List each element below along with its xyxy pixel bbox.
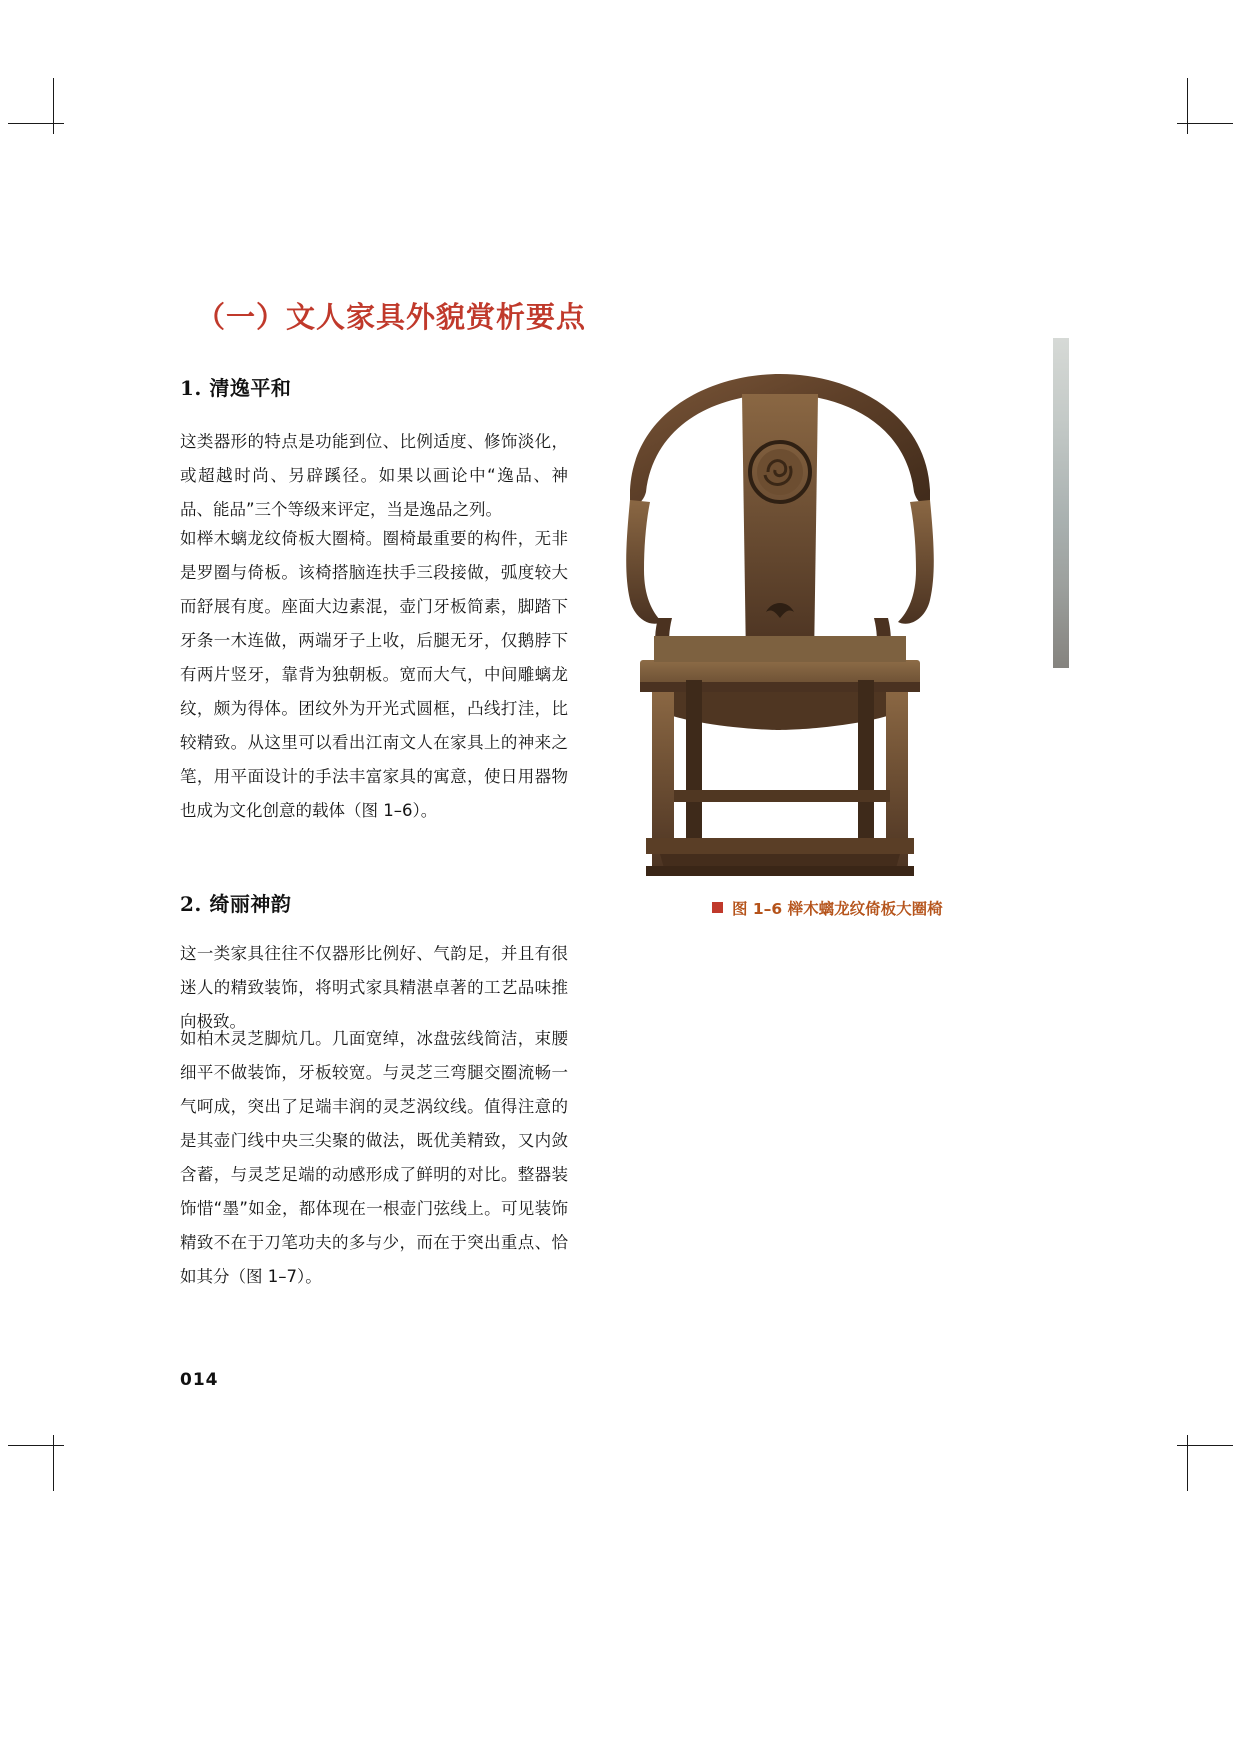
chair-footrest (646, 838, 914, 854)
caption-marker-icon (712, 902, 723, 913)
section-2-paragraph-2: 如柏木灵芝脚炕几。几面宽绰，冰盘弦线简洁，束腰细平不做装饰，牙板较宽。与灵芝三弯腿交圈流畅一气呵成，突出了足端丰润的灵芝涡纹线。值得注意的是其壶门线中央三尖聚的做法，既优美精致，又内敛含蓄，与灵芝足端的动感形成了鲜明的对比。整器装饰惜“墨”如金，都体现在一根壶门弦线上。可见装饰精致不在于刀笔功夫的多与少，而在于突出重点、恰如其分（图 1–7）。 (180, 1029, 568, 1286)
section-1-paragraph-2: 如榉木螭龙纹倚板大圈椅。圈椅最重要的构件，无非是罗圈与倚板。该椅搭脑连扶手三段接做，弧度较大而舒展有度。座面大边素混，壶门牙板简素，脚踏下牙条一木连做，两端牙子上收，后腿无牙，仅鹅脖下有两片竖牙，靠背为独朝板。宽而大气，中间雕螭龙纹，颇为得体。团纹外为开光式圆框，凸线打洼，比较精致。从这里可以看出江南文人在家具上的神来之笔，用平面设计的手法丰富家具的寓意，使日用器物也成为文化创意的载体（图 1–6）。 (180, 529, 568, 820)
page-edge-bleed-strip (1053, 338, 1069, 668)
chair-back-right-leg (858, 680, 874, 848)
chair-medallion (757, 449, 803, 495)
figure-image (600, 360, 960, 880)
page-title: （一）文人家具外貌赏析要点 (196, 300, 587, 334)
figure-caption (712, 897, 943, 919)
chair-base-rail (646, 866, 914, 876)
chair-back-left-leg (686, 680, 702, 848)
chair-left-arm (626, 500, 662, 624)
section-heading-2: 2. 绮丽神韵 (180, 892, 292, 916)
figure-caption-text: 图 1–6 榉木螭龙纹倚板大圈椅 (732, 900, 943, 918)
chair-back-splat (742, 394, 818, 660)
page-number: 014 (180, 1370, 219, 1390)
section-2-paragraph-1: 这一类家具往往不仅器形比例好、气韵足，并且有很迷人的精致装饰，将明式家具精湛卓著的工艺品味推向极致。 (180, 944, 568, 1031)
chair-footrest-apron (660, 854, 900, 868)
chair-seat-edge (640, 682, 920, 692)
section-1-paragraph-1: 这类器形的特点是功能到位、比例适度、修饰淡化，或超越时尚、另辟蹊径。如果以画论中“逸品、神品、能品”三个等级来评定，当是逸品之列。 (180, 432, 568, 519)
chair-right-arm (898, 500, 934, 624)
chair-side-stretcher (674, 790, 890, 802)
section-heading-1: 1. 清逸平和 (180, 376, 292, 400)
chair-seat-mat (654, 636, 906, 662)
